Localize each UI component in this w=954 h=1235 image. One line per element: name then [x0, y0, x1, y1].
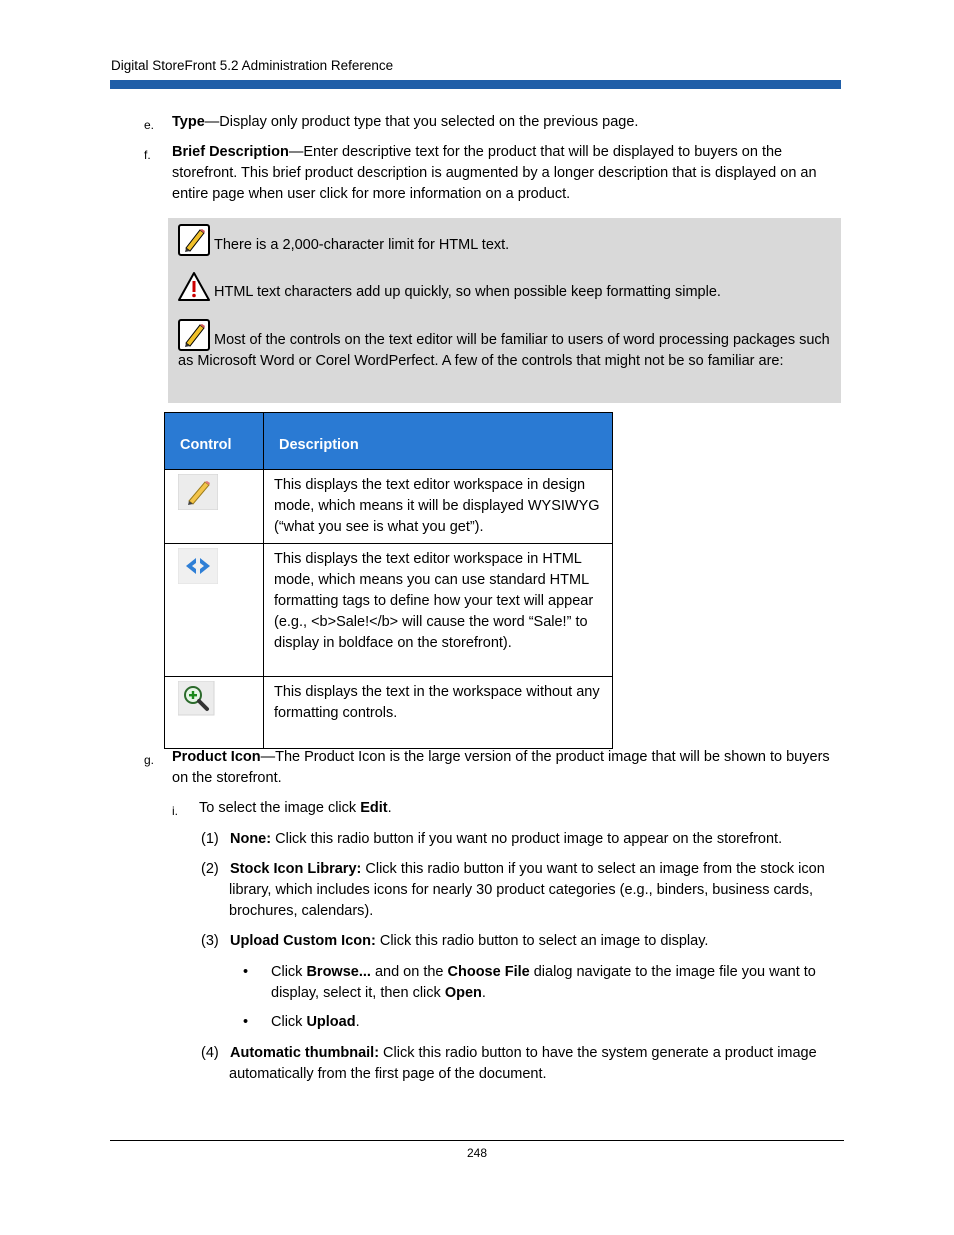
table-header-row — [165, 413, 613, 470]
list-marker-i: i. — [172, 804, 178, 818]
note-controls-text: Most of the controls on the text editor will be familiar to users of word processing packages such as Microsoft Word or Corel WordPerfect. A few of the controls that might not be so familiar are: — [178, 332, 830, 369]
controls-table — [164, 412, 613, 749]
header-rule — [110, 80, 841, 89]
item-brief-description-term: Brief Description — [172, 144, 289, 160]
item-type-term: Type — [172, 114, 205, 130]
control-cell — [165, 544, 264, 677]
control-cell — [165, 470, 264, 544]
option-automatic-thumbnail: Automatic thumbnail: Click this radio button to have the system generate a product image automatically from the first page of the document. — [229, 1045, 817, 1082]
bullet-icon: • — [243, 1014, 249, 1030]
note-controls — [178, 319, 833, 372]
note-warning — [178, 271, 833, 303]
table-row — [165, 544, 613, 677]
note-pencil-icon — [178, 319, 210, 351]
list-marker-g: g. — [144, 753, 155, 767]
description-cell: This displays the text editor workspace in HTML mode, which means you can use standard HTML formatting tags to define how your text will appear (e.g., <b>Sale!</b> will cause the word “Sale!” to display in boldface on the storefront). — [264, 544, 613, 677]
item-product-icon — [172, 747, 840, 789]
bullet-icon: • — [243, 964, 249, 980]
option-none: None: Click this radio button if you want no product image to appear on the storefront. — [230, 831, 783, 847]
item-product-icon-text: —The Product Icon is the large version of the product image that will be shown to buyers on the storefront. — [172, 749, 830, 786]
item-type-text: —Display only product type that you selected on the previous page. — [204, 114, 639, 130]
option-stock-icon-library: Stock Icon Library: Click this radio button if you want to select an image from the stock icon library, which includes icons for nearly 30 product categories (e.g., binders, business cards, brochures, calendars). — [229, 861, 825, 919]
control-cell — [165, 677, 264, 749]
option-number: (3) — [201, 933, 219, 949]
table-row — [165, 470, 613, 544]
html-mode-arrows-icon — [178, 548, 218, 584]
note-character-limit — [178, 224, 833, 256]
bullet-upload: Click Upload. — [271, 1014, 360, 1030]
option-upload-custom-icon: Upload Custom Icon: Click this radio button to select an image to display. — [230, 933, 709, 949]
footer-rule — [110, 1140, 844, 1141]
option-number: (2) — [201, 861, 219, 877]
edit-label: Edit — [360, 800, 388, 816]
design-mode-pencil-icon — [178, 474, 218, 510]
column-header-control: Control — [165, 413, 264, 470]
document-header-title: Digital StoreFront 5.2 Administration Reference — [111, 58, 394, 73]
bullet-browse: Click Browse... and on the Choose File dialog navigate to the image file you want to display, select it, then click Open. — [271, 964, 816, 1001]
list-marker-f: f. — [144, 148, 151, 162]
table-row — [165, 677, 613, 749]
warning-icon — [178, 271, 210, 303]
list-marker-e: e. — [144, 118, 155, 132]
option-number: (1) — [201, 831, 219, 847]
page-number: 248 — [466, 1146, 488, 1160]
note-pencil-icon — [178, 224, 210, 256]
column-header-description: Description — [264, 413, 613, 470]
sub-item-select-image: To select the image click Edit. — [199, 800, 392, 816]
item-type — [172, 112, 842, 133]
description-cell: This displays the text in the workspace without any formatting controls. — [264, 677, 613, 749]
item-product-icon-term: Product Icon — [172, 749, 261, 765]
option-number: (4) — [201, 1045, 219, 1061]
item-brief-description — [172, 142, 840, 205]
item-brief-description-text: —Enter descriptive text for the product that will be displayed to buyers on the storefront. This brief product description is augmented by a longer description that is displayed on an entire page when user click for more information on a product. — [172, 144, 817, 202]
description-cell: This displays the text editor workspace in design mode, which means it will be displayed WYSIWYG (“what you see is what you get”). — [264, 470, 613, 544]
preview-magnifier-icon — [178, 681, 218, 717]
note-warning-text: HTML text characters add up quickly, so when possible keep formatting simple. — [214, 284, 721, 300]
note-character-limit-text: There is a 2,000-character limit for HTML text. — [214, 237, 510, 253]
